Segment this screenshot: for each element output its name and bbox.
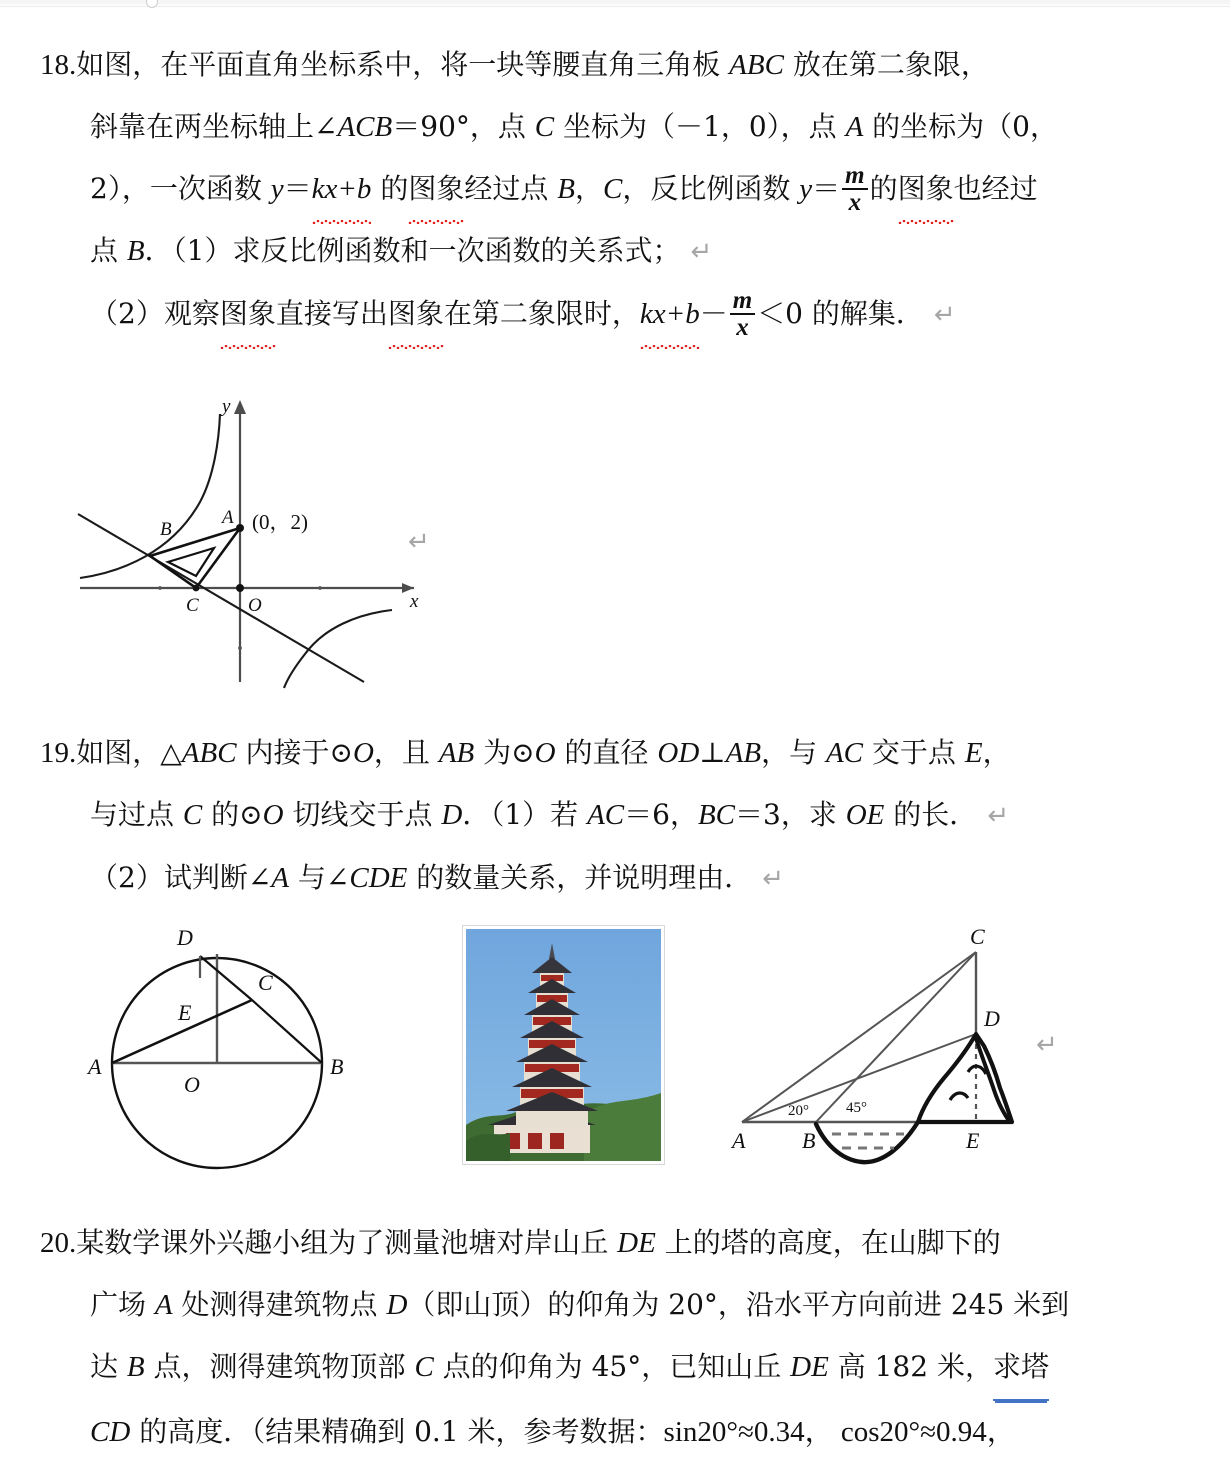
text-chinese: 的: [371, 172, 409, 205]
svg-text:y: y: [222, 396, 231, 417]
svg-text:B: B: [802, 1128, 816, 1153]
math-variable: y: [799, 173, 813, 205]
text-chinese: ＝: [812, 172, 841, 205]
problem-20-line-4: [40, 1401, 1200, 1463]
text-chinese: 的长．: [884, 798, 978, 831]
paragraph-mark: ↵: [933, 300, 956, 330]
problem-20: [40, 1212, 1200, 1463]
text-chinese: 点，测得建筑物顶部: [144, 1350, 415, 1383]
pagoda-photo: [462, 925, 665, 1165]
text-chinese: 也经过: [953, 172, 1038, 205]
text-chinese: 切线交于点: [283, 798, 442, 831]
paragraph-mark: ↵: [762, 864, 785, 894]
problem-18-line-4: [40, 220, 1200, 283]
text-chinese: ＜0 的解集．: [757, 297, 924, 330]
text-chinese: 如图，△: [76, 736, 182, 769]
svg-text:45°: 45°: [846, 1100, 867, 1116]
text-chinese: ，: [574, 172, 603, 205]
text-chinese: 经过点: [464, 172, 558, 205]
math-variable: B: [557, 173, 575, 205]
text-chinese: 处测得建筑物点: [172, 1288, 387, 1321]
text-chinese: 达: [90, 1350, 127, 1383]
text-chinese: 放在第二象限，: [783, 48, 989, 81]
math-expression-flagged: kx+b: [640, 283, 700, 345]
math-variable: C: [182, 799, 203, 831]
text-chinese: 交于点: [863, 736, 965, 769]
math-variable: OD: [657, 737, 700, 769]
text-chinese: 斜靠在两坐标轴上∠: [90, 110, 338, 143]
text-chinese: 的: [869, 172, 898, 205]
text-chinese: －: [699, 297, 728, 330]
svg-text:20°: 20°: [788, 1103, 809, 1119]
svg-text:A: A: [222, 507, 234, 528]
problem-18-line-1: [40, 34, 1200, 96]
text-chinese: （2）试判断∠: [90, 861, 272, 894]
text-chinese: 2），一次函数: [90, 172, 271, 205]
math-variable: DE: [617, 1227, 656, 1259]
svg-text:C: C: [186, 595, 199, 616]
svg-text:D: D: [984, 1006, 1000, 1031]
math-variable: O: [352, 737, 374, 769]
text-chinese: ，: [982, 736, 1011, 769]
math-variable: O: [534, 737, 556, 769]
figure-coordinate-plane: [62, 392, 442, 697]
svg-text:D: D: [177, 925, 193, 950]
svg-text:E: E: [966, 1128, 980, 1153]
text-chinese: 直接写出: [275, 297, 388, 330]
problem-18-line-5: [40, 283, 1200, 346]
text-chinese: ⊥: [699, 736, 726, 769]
math-variable: C: [534, 111, 555, 143]
svg-text:A: A: [732, 1128, 746, 1153]
problem-20-line-3: [40, 1336, 1200, 1401]
math-variable: C: [414, 1351, 434, 1383]
math-expression-flagged: kx+b: [312, 158, 372, 220]
paragraph-mark-fig19: ↵: [1036, 1030, 1058, 1060]
text-chinese: 在第二象限时，: [443, 297, 640, 330]
svg-text:O: O: [248, 595, 262, 616]
text-chinese: 的⊙: [202, 798, 263, 831]
math-variable: CDE: [349, 862, 408, 894]
math-variable: B: [126, 235, 145, 267]
svg-text:x: x: [410, 591, 419, 612]
text-chinese: 的数量关系，并说明理由．: [407, 861, 753, 894]
problem-19: [40, 722, 1200, 910]
problem-18-line-2: [40, 96, 1200, 158]
paragraph-mark-fig18: ↵: [408, 527, 430, 557]
math-variable: CD: [90, 1416, 131, 1448]
text-number: cos20°≈0.94，: [833, 1416, 1016, 1448]
text-chinese: ．（1）若: [462, 798, 588, 831]
problem-19-line-1: [40, 722, 1200, 784]
problem-18: [40, 34, 1200, 346]
math-variable: AB: [438, 737, 475, 769]
text-chinese: 上的塔的高度，在山脚下的: [655, 1226, 1001, 1259]
math-variable: y: [270, 173, 284, 205]
text-chinese: 点的仰角为 45°，已知山丘: [433, 1350, 791, 1383]
text-chinese-flagged: 图象: [388, 283, 444, 345]
fraction-m-over-x: $\frac{m}{x}$: [842, 163, 867, 216]
problem-20-line-2: [40, 1274, 1200, 1336]
problem-19-line-3: [40, 847, 1200, 910]
text-chinese: ＝6，: [624, 798, 698, 831]
text-number: 19.: [40, 737, 77, 769]
math-variable: B: [126, 1351, 145, 1383]
math-variable: A: [271, 862, 289, 894]
math-variable: ABC: [729, 49, 784, 81]
text-chinese-flagged: 图象: [898, 158, 954, 220]
math-variable: O: [262, 799, 284, 831]
figure-hill-elevation: [712, 922, 1052, 1175]
math-variable: D: [441, 799, 463, 831]
math-variable: A: [154, 1289, 173, 1321]
text-chinese: ．（1）求反比例函数和一次函数的关系式；: [144, 234, 681, 267]
text-chinese: ，与: [761, 736, 826, 769]
math-variable: ACB: [337, 111, 393, 143]
text-chinese: 点: [90, 234, 127, 267]
text-chinese-flagged: 图象: [408, 158, 464, 220]
math-variable: A: [845, 111, 864, 143]
text-chinese-grammar-flagged: 求塔: [993, 1336, 1049, 1401]
text-chinese: ＝90°，点: [392, 110, 535, 143]
math-variable: BC: [697, 799, 736, 831]
text-number: 18.: [40, 49, 77, 81]
math-variable: DE: [790, 1351, 829, 1383]
fraction-m-over-x: $\frac{m}{x}$: [730, 288, 755, 341]
math-variable: C: [602, 173, 623, 205]
text-chinese: 高 182 米，: [828, 1350, 993, 1383]
text-chinese: 的坐标为（0，: [863, 110, 1058, 143]
text-number: 20.: [40, 1227, 77, 1259]
text-number: sin20°≈0.34，: [663, 1416, 834, 1448]
text-chinese: 的高度．（结果精确到 0.1 米，参考数据：: [130, 1415, 664, 1448]
math-variable: AB: [725, 737, 762, 769]
math-variable: OE: [845, 799, 885, 831]
text-chinese: 为⊙: [474, 736, 535, 769]
math-variable: D: [386, 1289, 408, 1321]
math-variable: AC: [825, 737, 864, 769]
svg-text:(0，2): (0，2): [252, 510, 308, 534]
text-chinese: 某数学课外兴趣小组为了测量池塘对岸山丘: [76, 1226, 618, 1259]
problem-20-line-1: [40, 1212, 1200, 1274]
text-chinese: ＝: [283, 172, 312, 205]
svg-text:A: A: [88, 1054, 102, 1079]
math-variable: E: [964, 737, 983, 769]
text-chinese: 坐标为（－1，0），点: [554, 110, 846, 143]
svg-text:C: C: [258, 970, 273, 995]
svg-text:O: O: [184, 1072, 200, 1097]
svg-text:E: E: [178, 1000, 192, 1025]
text-chinese: 如图，在平面直角坐标系中，将一块等腰直角三角板: [76, 48, 730, 81]
figure-circle-inscribed-triangle: [72, 918, 392, 1185]
paragraph-mark: ↵: [690, 237, 713, 267]
svg-text:C: C: [970, 924, 985, 949]
problem-19-line-2: [40, 784, 1200, 847]
text-chinese-flagged: 图象: [220, 283, 276, 345]
text-chinese: 的直径: [555, 736, 658, 769]
text-chinese: ，且: [373, 736, 439, 769]
text-chinese: 与过点: [90, 798, 183, 831]
text-chinese: 内接于⊙: [236, 736, 353, 769]
text-chinese: （2）观察: [90, 297, 220, 330]
text-chinese: ，反比例函数: [622, 172, 800, 205]
text-chinese: 广场: [90, 1288, 155, 1321]
problem-18-line-3: [40, 158, 1200, 220]
math-variable: AC: [587, 799, 625, 831]
text-chinese: （即山顶）的仰角为 20°，沿水平方向前进 245 米到: [407, 1288, 1070, 1321]
paragraph-mark: ↵: [987, 801, 1010, 831]
text-chinese: ＝3，求: [735, 798, 846, 831]
svg-text:B: B: [160, 519, 172, 540]
svg-text:B: B: [330, 1054, 344, 1079]
text-chinese: 与∠: [289, 861, 350, 894]
math-variable: ABC: [181, 737, 237, 769]
